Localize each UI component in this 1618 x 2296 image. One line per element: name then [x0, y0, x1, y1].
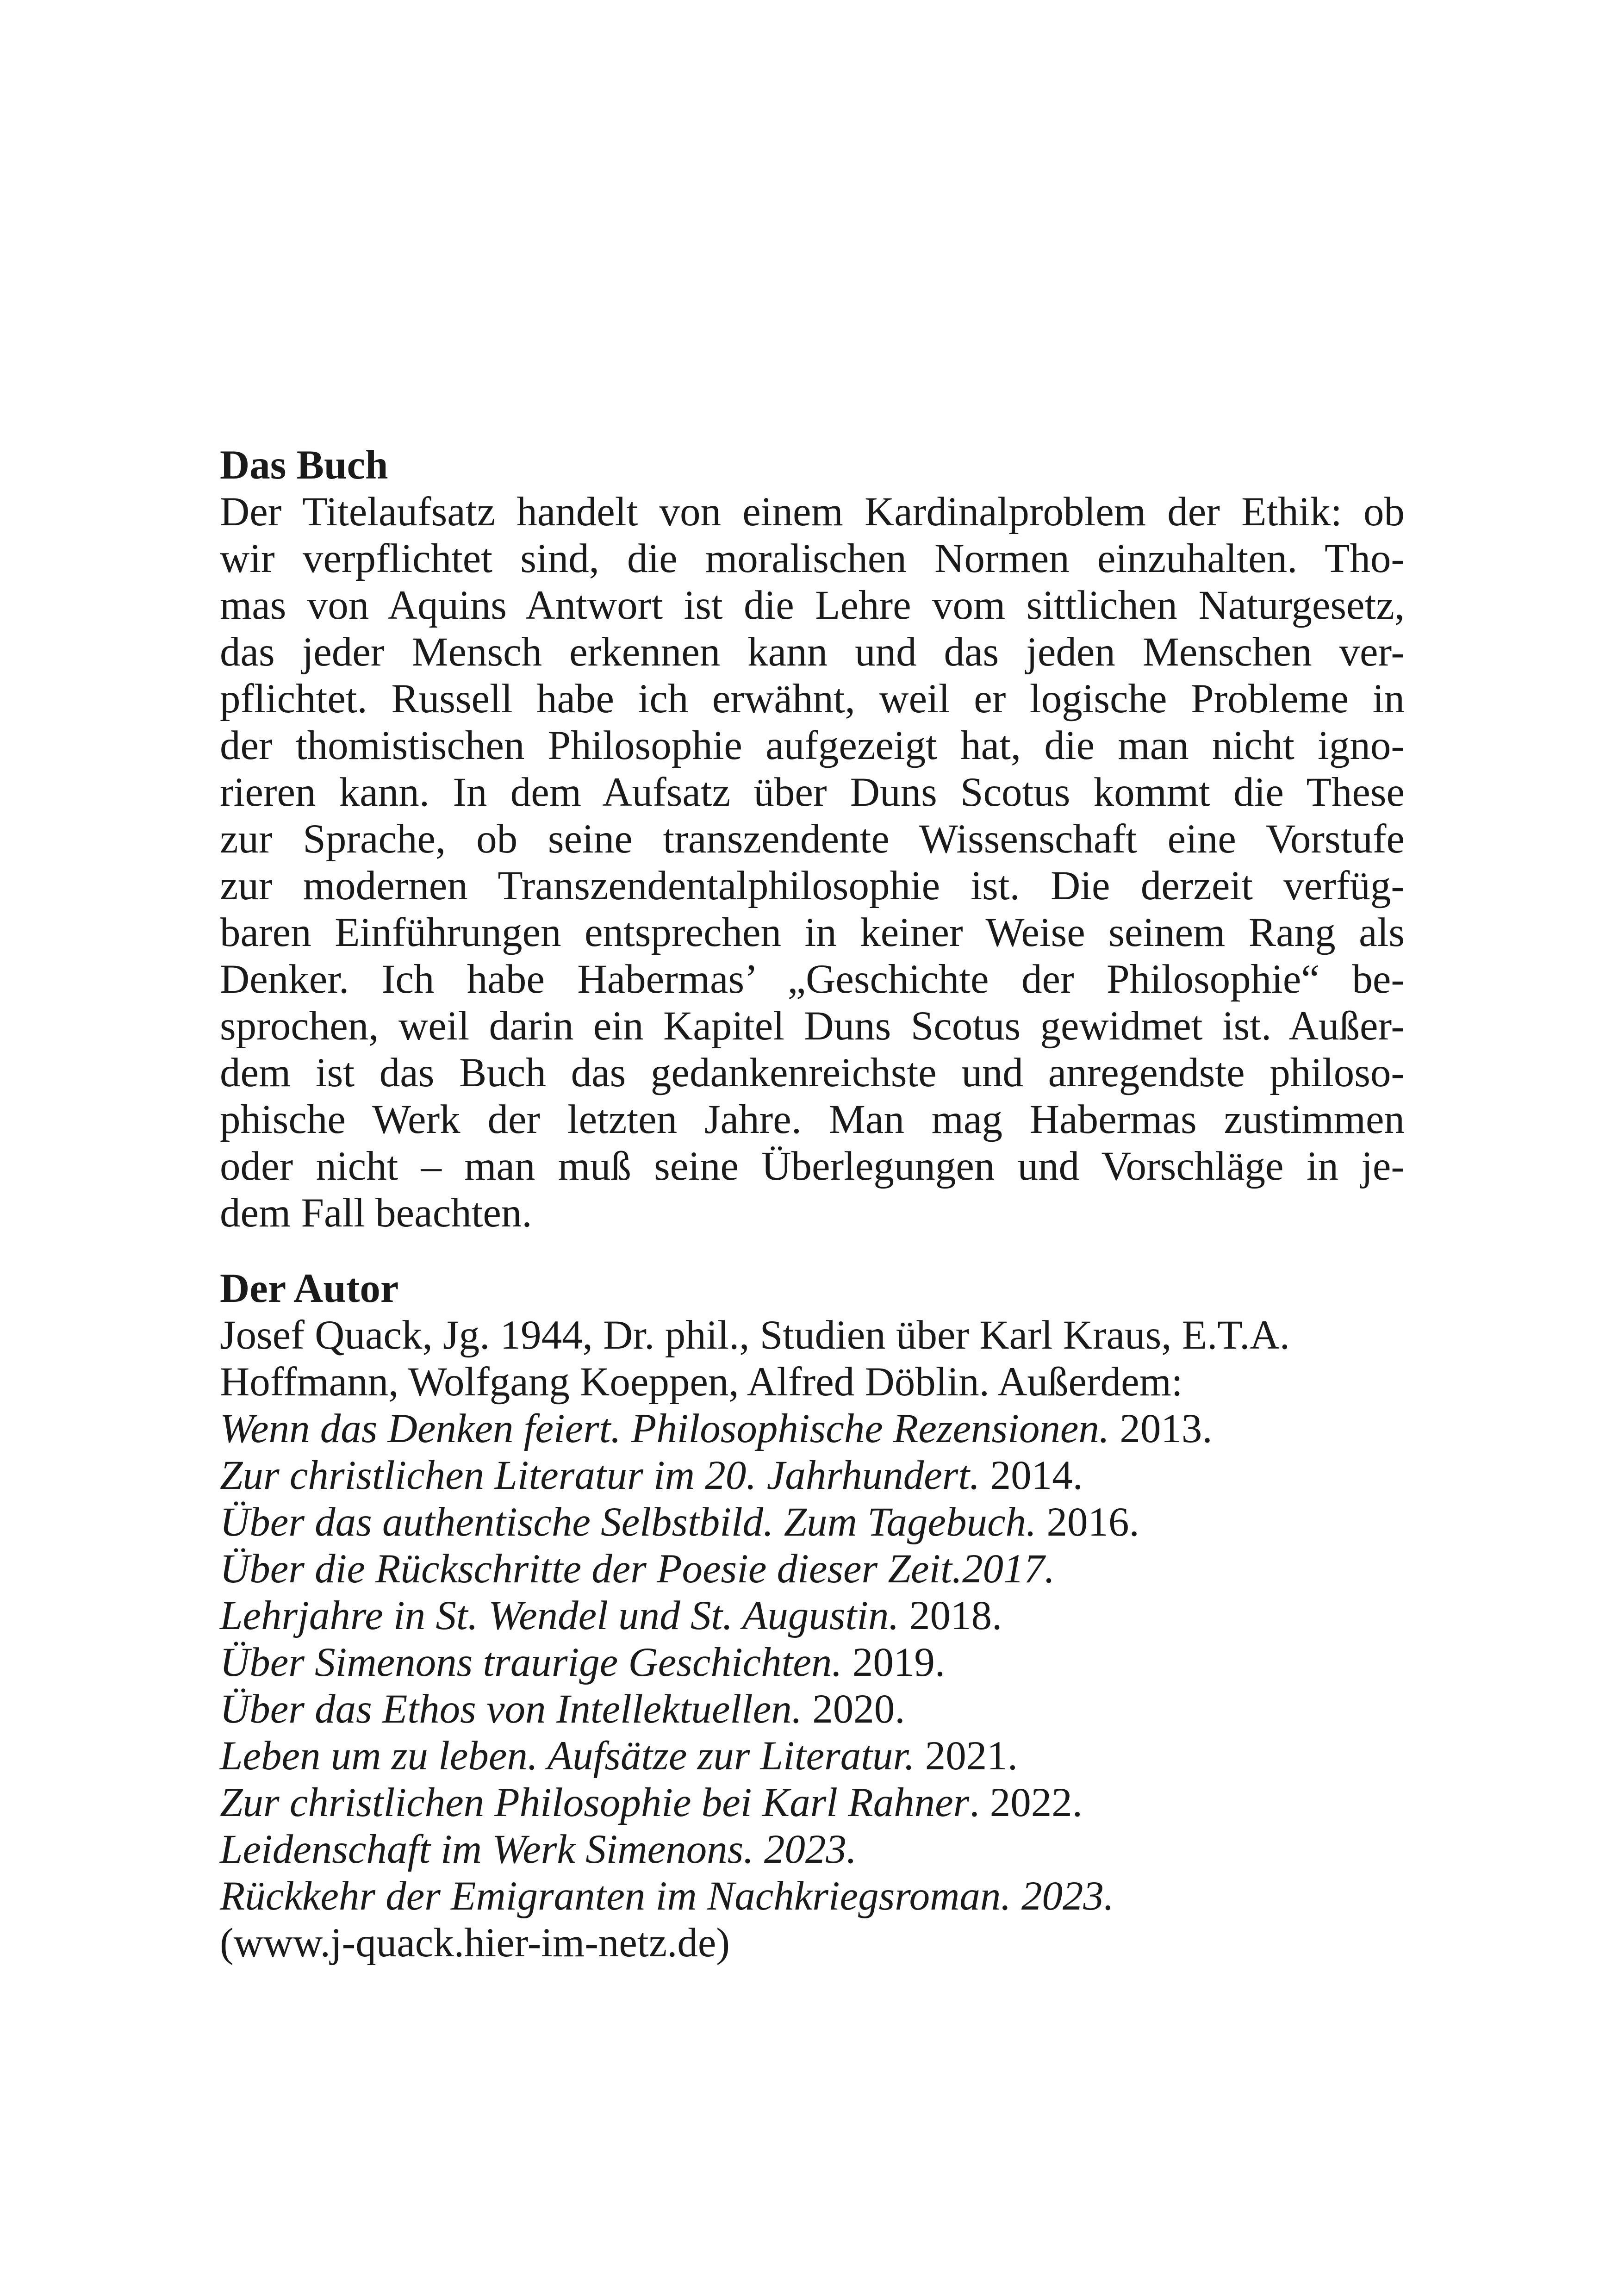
works-item	[220, 1546, 1405, 1593]
works-item	[220, 1686, 1405, 1733]
work-title: Über die Rückschritte der Poesie dieser Zeit.	[220, 1546, 963, 1592]
works-item	[220, 1593, 1405, 1639]
works-item	[220, 1499, 1405, 1546]
book-line: Denker. Ich habe Habermas’ „Geschichte der Philosophie“ be-	[220, 957, 1405, 1002]
work-title: Zur christlichen Philosophie bei Karl Rahner	[220, 1780, 970, 1825]
book-line: dem ist das Buch das gedankenreichste und anregendste philoso-	[220, 1050, 1405, 1095]
bio-line: Hoffmann, Wolfgang Koeppen, Alfred Döblin. Außerdem:	[220, 1359, 1183, 1405]
work-title: Zur christlichen Literatur im 20. Jahrhundert.	[220, 1453, 980, 1498]
book-line: wir verpflichtet sind, die moralischen Normen einzuhalten. Tho-	[220, 536, 1405, 581]
book-line: das jeder Mensch erkennen kann und das jeden Menschen ver-	[220, 629, 1405, 675]
book-line: der thomistischen Philosophie aufgezeigt hat, die man nicht igno-	[220, 723, 1405, 768]
book-line: zur Sprache, ob seine transzendente Wissenschaft eine Vorstufe	[220, 816, 1405, 862]
work-year: 2017.	[962, 1546, 1055, 1592]
book-line: oder nicht – man muß seine Überlegungen und Vorschläge in je-	[220, 1144, 1405, 1189]
book-line: Der Titelaufsatz handelt von einem Kardinalproblem der Ethik: ob	[220, 489, 1405, 535]
bio-line: Josef Quack, Jg. 1944, Dr. phil., Studien über Karl Kraus, E.T.A.	[220, 1313, 1290, 1358]
work-year: 2014.	[980, 1453, 1083, 1498]
book-description	[220, 489, 1405, 1237]
author-section	[220, 1265, 1405, 1966]
work-title: Über das Ethos von Intellektuellen.	[220, 1686, 803, 1732]
book-line: baren Einführungen entsprechen in keiner Weise seinem Rang als	[220, 910, 1405, 955]
work-year: 2016.	[1036, 1500, 1139, 1545]
book-line: rieren kann. In dem Aufsatz über Duns Scotus kommt die These	[220, 770, 1405, 815]
book-line: sprochen, weil darin ein Kapitel Duns Scotus gewidmet ist. Außer-	[220, 1003, 1405, 1049]
back-cover-text	[220, 442, 1405, 1966]
works-item	[220, 1406, 1405, 1452]
book-section	[220, 442, 1405, 1237]
author-website: (www.j-quack.hier-im-netz.de)	[220, 1920, 730, 1966]
works-item	[220, 1452, 1405, 1499]
work-year: 2013.	[1109, 1406, 1213, 1451]
work-title: Rückkehr der Emigranten im Nachkriegsroman. 2023.	[220, 1873, 1114, 1919]
book-line: dem Fall beachten.	[220, 1190, 532, 1236]
book-line: mas von Aquins Antwort ist die Lehre vom sittlichen Naturgesetz,	[220, 583, 1405, 628]
work-year: . 2022.	[969, 1780, 1083, 1825]
work-title: Wenn das Denken feiert. Philosophische Rezensionen.	[220, 1406, 1110, 1451]
works-item	[220, 1639, 1405, 1686]
work-year: 2019.	[842, 1640, 946, 1685]
work-title: Leidenschaft im Werk Simenons. 2023.	[220, 1827, 857, 1872]
author-heading: Der Autor	[220, 1266, 399, 1311]
work-title: Lehrjahre in St. Wendel und St. Augustin.	[220, 1593, 899, 1638]
author-bio	[220, 1312, 1405, 1406]
book-line: zur modernen Transzendentalphilosophie ist. Die derzeit verfüg-	[220, 863, 1405, 908]
work-year: 2020.	[802, 1686, 905, 1732]
work-year: 2021.	[915, 1733, 1018, 1779]
works-item	[220, 1780, 1405, 1826]
book-line: pflichtet. Russell habe ich erwähnt, weil er logische Probleme in	[220, 676, 1405, 722]
work-title: Über das authentische Selbstbild. Zum Tagebuch.	[220, 1500, 1037, 1545]
book-line: phische Werk der letzten Jahre. Man mag Habermas zustimmen	[220, 1097, 1405, 1142]
works-item	[220, 1733, 1405, 1780]
book-heading: Das Buch	[220, 442, 388, 488]
work-title: Leben um zu leben. Aufsätze zur Literatur.	[220, 1733, 915, 1779]
works-item	[220, 1826, 1405, 1873]
works-list	[220, 1406, 1405, 1920]
work-title: Über Simenons traurige Geschichten.	[220, 1640, 842, 1685]
work-year: 2018.	[899, 1593, 1002, 1638]
works-item	[220, 1873, 1405, 1920]
